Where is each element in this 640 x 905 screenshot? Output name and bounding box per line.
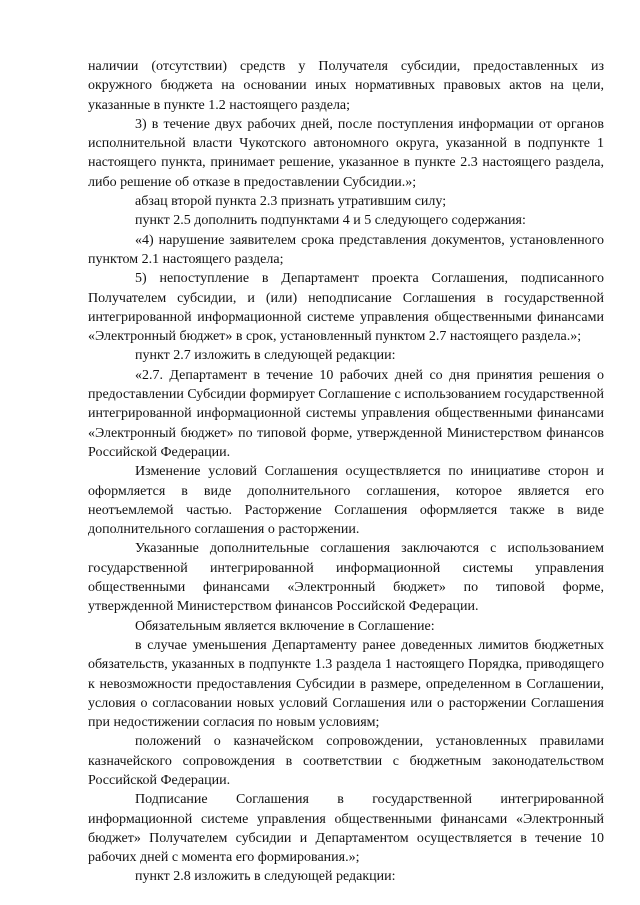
paragraph-subsidy-funds: наличии (отсутствии) средств у Получателя субсидии, предоставленных из окружного бюджета на основании иных нормативных правовых актов на цели, указанные в пункте 1.2 настоящего раздела;: [88, 59, 604, 113]
document-page: [88, 57, 604, 887]
paragraph-clause-2-3: абзац второй пункта 2.3 признать утратившим силу;: [135, 194, 447, 210]
paragraph-clause-2-8-heading: пункт 2.8 изложить в следующей редакции:: [135, 869, 396, 885]
paragraph-treasury-support: положений о казначейском сопровождении, установленных правилами казначейского сопровождения в соответствии с бюджетным законодательством Российской Федерации.: [88, 734, 604, 788]
paragraph-item-3: 3) в течение двух рабочих дней, после поступления информации от органов исполнительной власти Чукотского автономного округа, указанной в подпункте 1 настоящего пункта, принимает решение, указанное в пункте 2.3 настоящего раздела, либо решение об отказе в предоставлении Субсидии.»;: [88, 116, 604, 190]
paragraph-additional-agreements: Указанные дополнительные соглашения заключаются с использованием государственной интегрированной информационной системы управления общественными финансами «Электронный бюджет» по типовой форме, утвержденной Министерством финансов Российской Федерации.: [88, 541, 604, 615]
paragraph-clause-2-7-heading: пункт 2.7 изложить в следующей редакции:: [135, 348, 396, 364]
paragraph-limits-reduction: в случае уменьшения Департаменту ранее доведенных лимитов бюджетных обязательств, указанных в подпункте 1.3 раздела 1 настоящего Порядка, приводящего к невозможности предоставления Субсидии в размере, определенном в Соглашении, условия о согласовании новых условий Соглашения или о расторжении Соглашения при недостижении согласия по новым условиям;: [88, 637, 604, 731]
paragraph-signing: Подписание Соглашения в государственной интегрированной информационной системе управления общественными финансами «Электронный бюджет» Получателем субсидии и Департаментом осуществляется в течение 10 рабочих дней с момента его формирования.»;: [88, 792, 604, 866]
paragraph-subitem-4: «4) нарушение заявителем срока представления документов, установленного пунктом 2.1 настоящего раздела;: [88, 232, 604, 267]
paragraph-clause-2-7-text: «2.7. Департамент в течение 10 рабочих дней со дня принятия решения о предоставлении Субсидии формирует Соглашение с использованием государственной интегрированной информационной системы управления общественными финансами «Электронный бюджет» по типовой форме, утвержденной Министерством финансов Российской Федерации.: [88, 367, 605, 460]
paragraph-agreement-changes: Изменение условий Соглашения осуществляется по инициативе сторон и оформляется в виде дополнительного соглашения, которое является его неотъемлемой частью. Расторжение Соглашения оформляется также в виде дополнительного соглашения о расторжении.: [88, 464, 604, 538]
paragraph-subitem-5: 5) непоступление в Департамент проекта Соглашения, подписанного Получателем субсидии, и (или) неподписание Соглашения в государственной интегрированной информационной системе управления общественными финансами «Электронный бюджет» в срок, установленный пунктом 2.7 настоящего раздела.»;: [88, 271, 604, 345]
paragraph-mandatory-inclusion: Обязательным является включение в Соглашение:: [135, 618, 435, 634]
paragraph-clause-2-5: пункт 2.5 дополнить подпунктами 4 и 5 следующего содержания:: [135, 213, 526, 229]
